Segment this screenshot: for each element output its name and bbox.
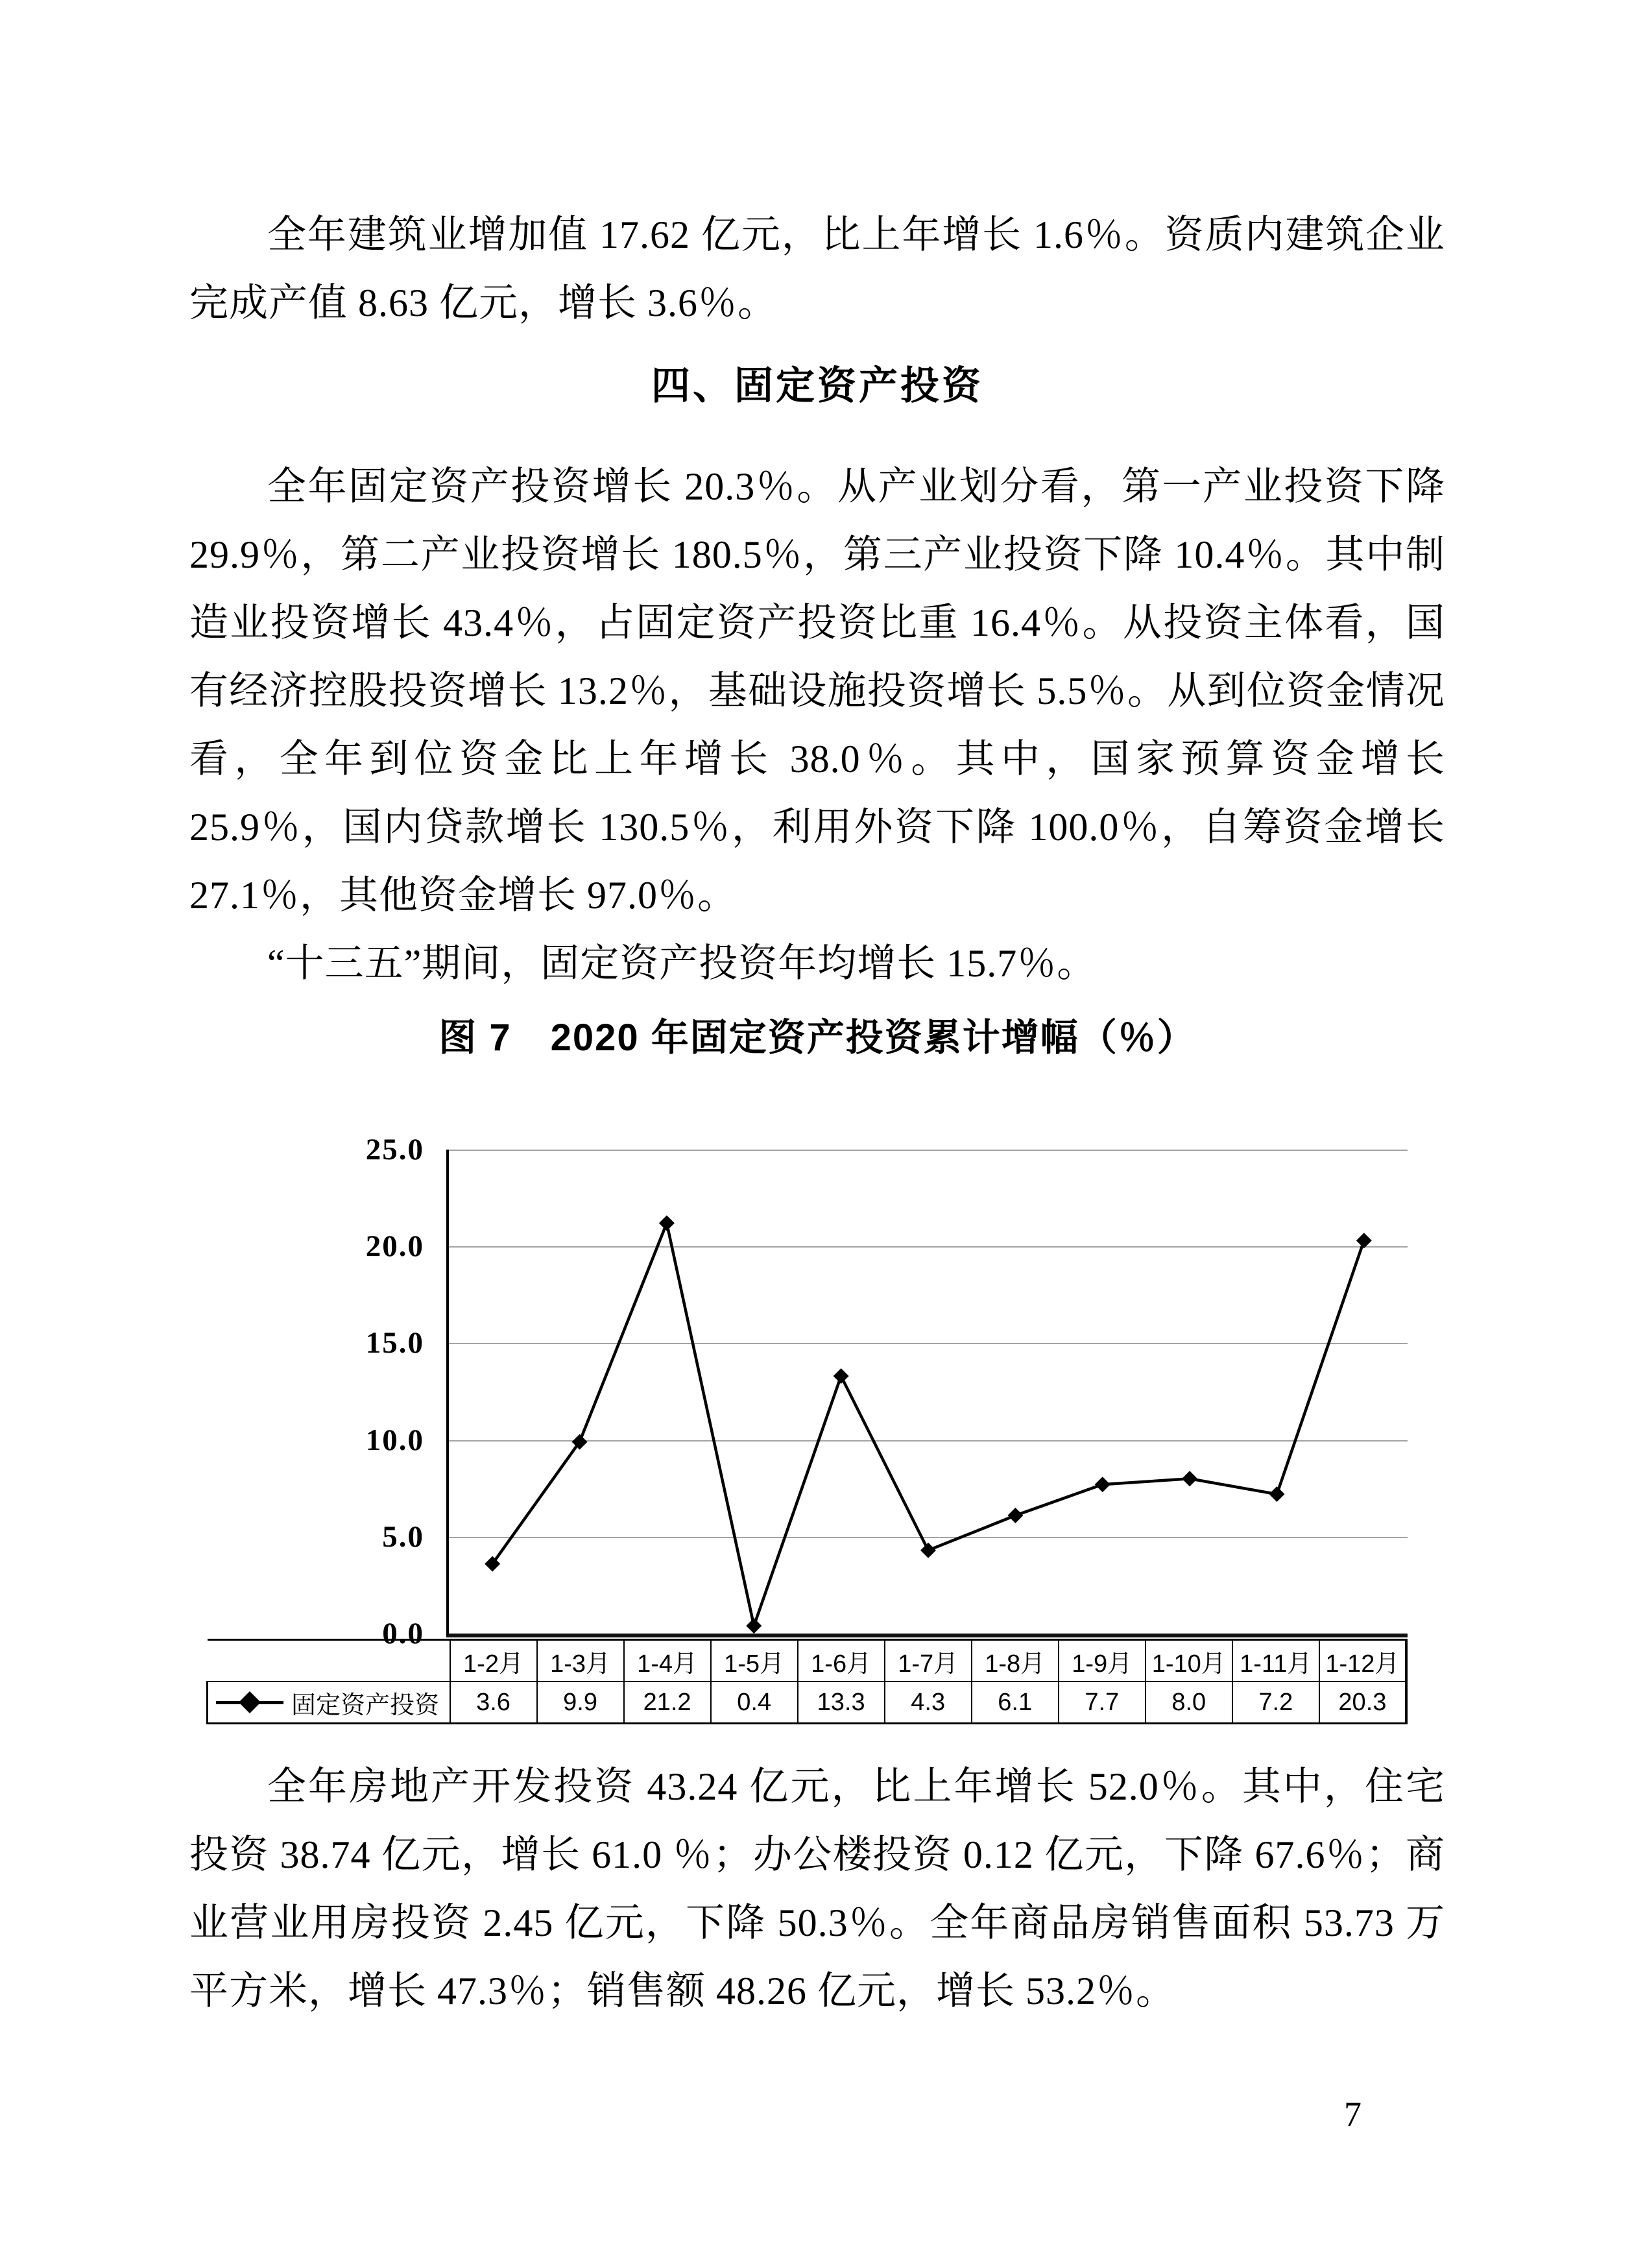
series-line-svg: [449, 1150, 1408, 1634]
data-point-marker: [1007, 1508, 1023, 1523]
month-header-cell: 1-6月: [798, 1640, 885, 1682]
series-value-cell: 0.4: [711, 1682, 798, 1724]
data-point-marker: [746, 1618, 762, 1634]
page-number: 7: [1344, 2095, 1362, 2134]
chart-data-table: [206, 1639, 1408, 1724]
paragraph-fixed-asset-investment: 全年固定资产投资增长 20.3％。从产业划分看，第一产业投资下降 29.9％，第二产业投资增长 180.5％，第三产业投资下降 10.4％。其中制造业投资增长 43.4％，占固定资产投资比重 16.4％。从投资主体看，国有经济控股投资增长 13.2％，基础设施投资增长 5.5％。从到位资金情况看，全年到位资金比上年增长 38.0％。其中，国家预算资金增长 25.9％，国内贷款增长 130.5％，利用外资下降 100.0％，自筹资金增长 27.1％，其他资金增长 97.0％。: [189, 465, 1445, 917]
series-value-cell: 21.2: [624, 1682, 711, 1724]
paragraph-real-estate: 全年房地产开发投资 43.24 亿元，比上年增长 52.0％。其中，住宅投资 38.74 亿元，增长 61.0 ％；办公楼投资 0.12 亿元，下降 67.6％；商业营业用房投资 2.45 亿元，下降 50.3％。全年商品房销售面积 53.73 万平方米，增长 47.3％；销售额 48.26 亿元，增长 53.2％。: [189, 1765, 1445, 2012]
series-value-cell: 9.9: [537, 1682, 624, 1724]
data-point-marker: [1095, 1477, 1110, 1492]
month-header-cell: 1-4月: [624, 1640, 711, 1682]
month-header-cell: 1-10月: [1146, 1640, 1232, 1682]
data-point-marker: [1182, 1471, 1197, 1486]
month-header-cell: 1-9月: [1059, 1640, 1146, 1682]
table-value-row: [208, 1682, 1407, 1724]
data-point-marker: [659, 1215, 675, 1231]
plot-area: [446, 1150, 1408, 1637]
section-heading: 四、固定资产投资: [651, 364, 983, 407]
month-header-cell: 1-8月: [972, 1640, 1059, 1682]
month-header-cell: 1-7月: [885, 1640, 972, 1682]
data-point-marker: [1356, 1233, 1372, 1248]
series-value-cell: 4.3: [885, 1682, 972, 1724]
series-value-cell: 13.3: [798, 1682, 885, 1724]
series-value-cell: 6.1: [972, 1682, 1059, 1724]
series-value-cell: 20.3: [1319, 1682, 1406, 1724]
y-tick-label: 20.0: [365, 1229, 424, 1264]
month-header-cell: 1-2月: [450, 1640, 537, 1682]
figure-title: 图 7 2020 年固定资产投资累计增幅（％）: [438, 1017, 1196, 1059]
legend-diamond-icon: [239, 1691, 261, 1713]
legend-series-label: 固定资产投资: [291, 1691, 440, 1719]
series-value-cell: 7.2: [1232, 1682, 1319, 1724]
y-tick-label: 15.0: [365, 1326, 424, 1360]
y-tick-label: 10.0: [365, 1423, 424, 1457]
data-point-marker: [1269, 1486, 1284, 1502]
y-tick-label: 5.0: [382, 1519, 424, 1554]
series-value-cell: 3.6: [450, 1682, 537, 1724]
data-point-marker: [920, 1543, 936, 1558]
month-header-cell: 1-11月: [1232, 1640, 1319, 1682]
series-polyline: [492, 1223, 1364, 1626]
y-tick-label: 0.0: [382, 1617, 424, 1650]
month-header-cell: 1-3月: [537, 1640, 624, 1682]
y-tick-label: 25.0: [365, 1133, 424, 1166]
month-header-cell: 1-5月: [711, 1640, 798, 1682]
legend: [208, 1685, 450, 1720]
legend-line-marker-icon: [216, 1689, 283, 1715]
series-value-cell: 7.7: [1059, 1682, 1146, 1724]
y-axis: [206, 1133, 446, 1650]
paragraph-five-year-plan: “十三五”期间，固定资产投资年均增长 15.7％。: [267, 942, 1097, 985]
paragraph-construction: 全年建筑业增加值 17.62 亿元，比上年增长 1.6％。资质内建筑企业完成产值 8.63 亿元，增长 3.6％。: [189, 213, 1445, 324]
data-point-marker: [834, 1368, 849, 1384]
plot-row: [206, 1133, 1408, 1650]
fixed-asset-investment-line-chart: [206, 1133, 1408, 1724]
series-value-cell: 8.0: [1146, 1682, 1232, 1724]
legend-cell: [208, 1682, 450, 1724]
month-header-cell: 1-12月: [1319, 1640, 1406, 1682]
